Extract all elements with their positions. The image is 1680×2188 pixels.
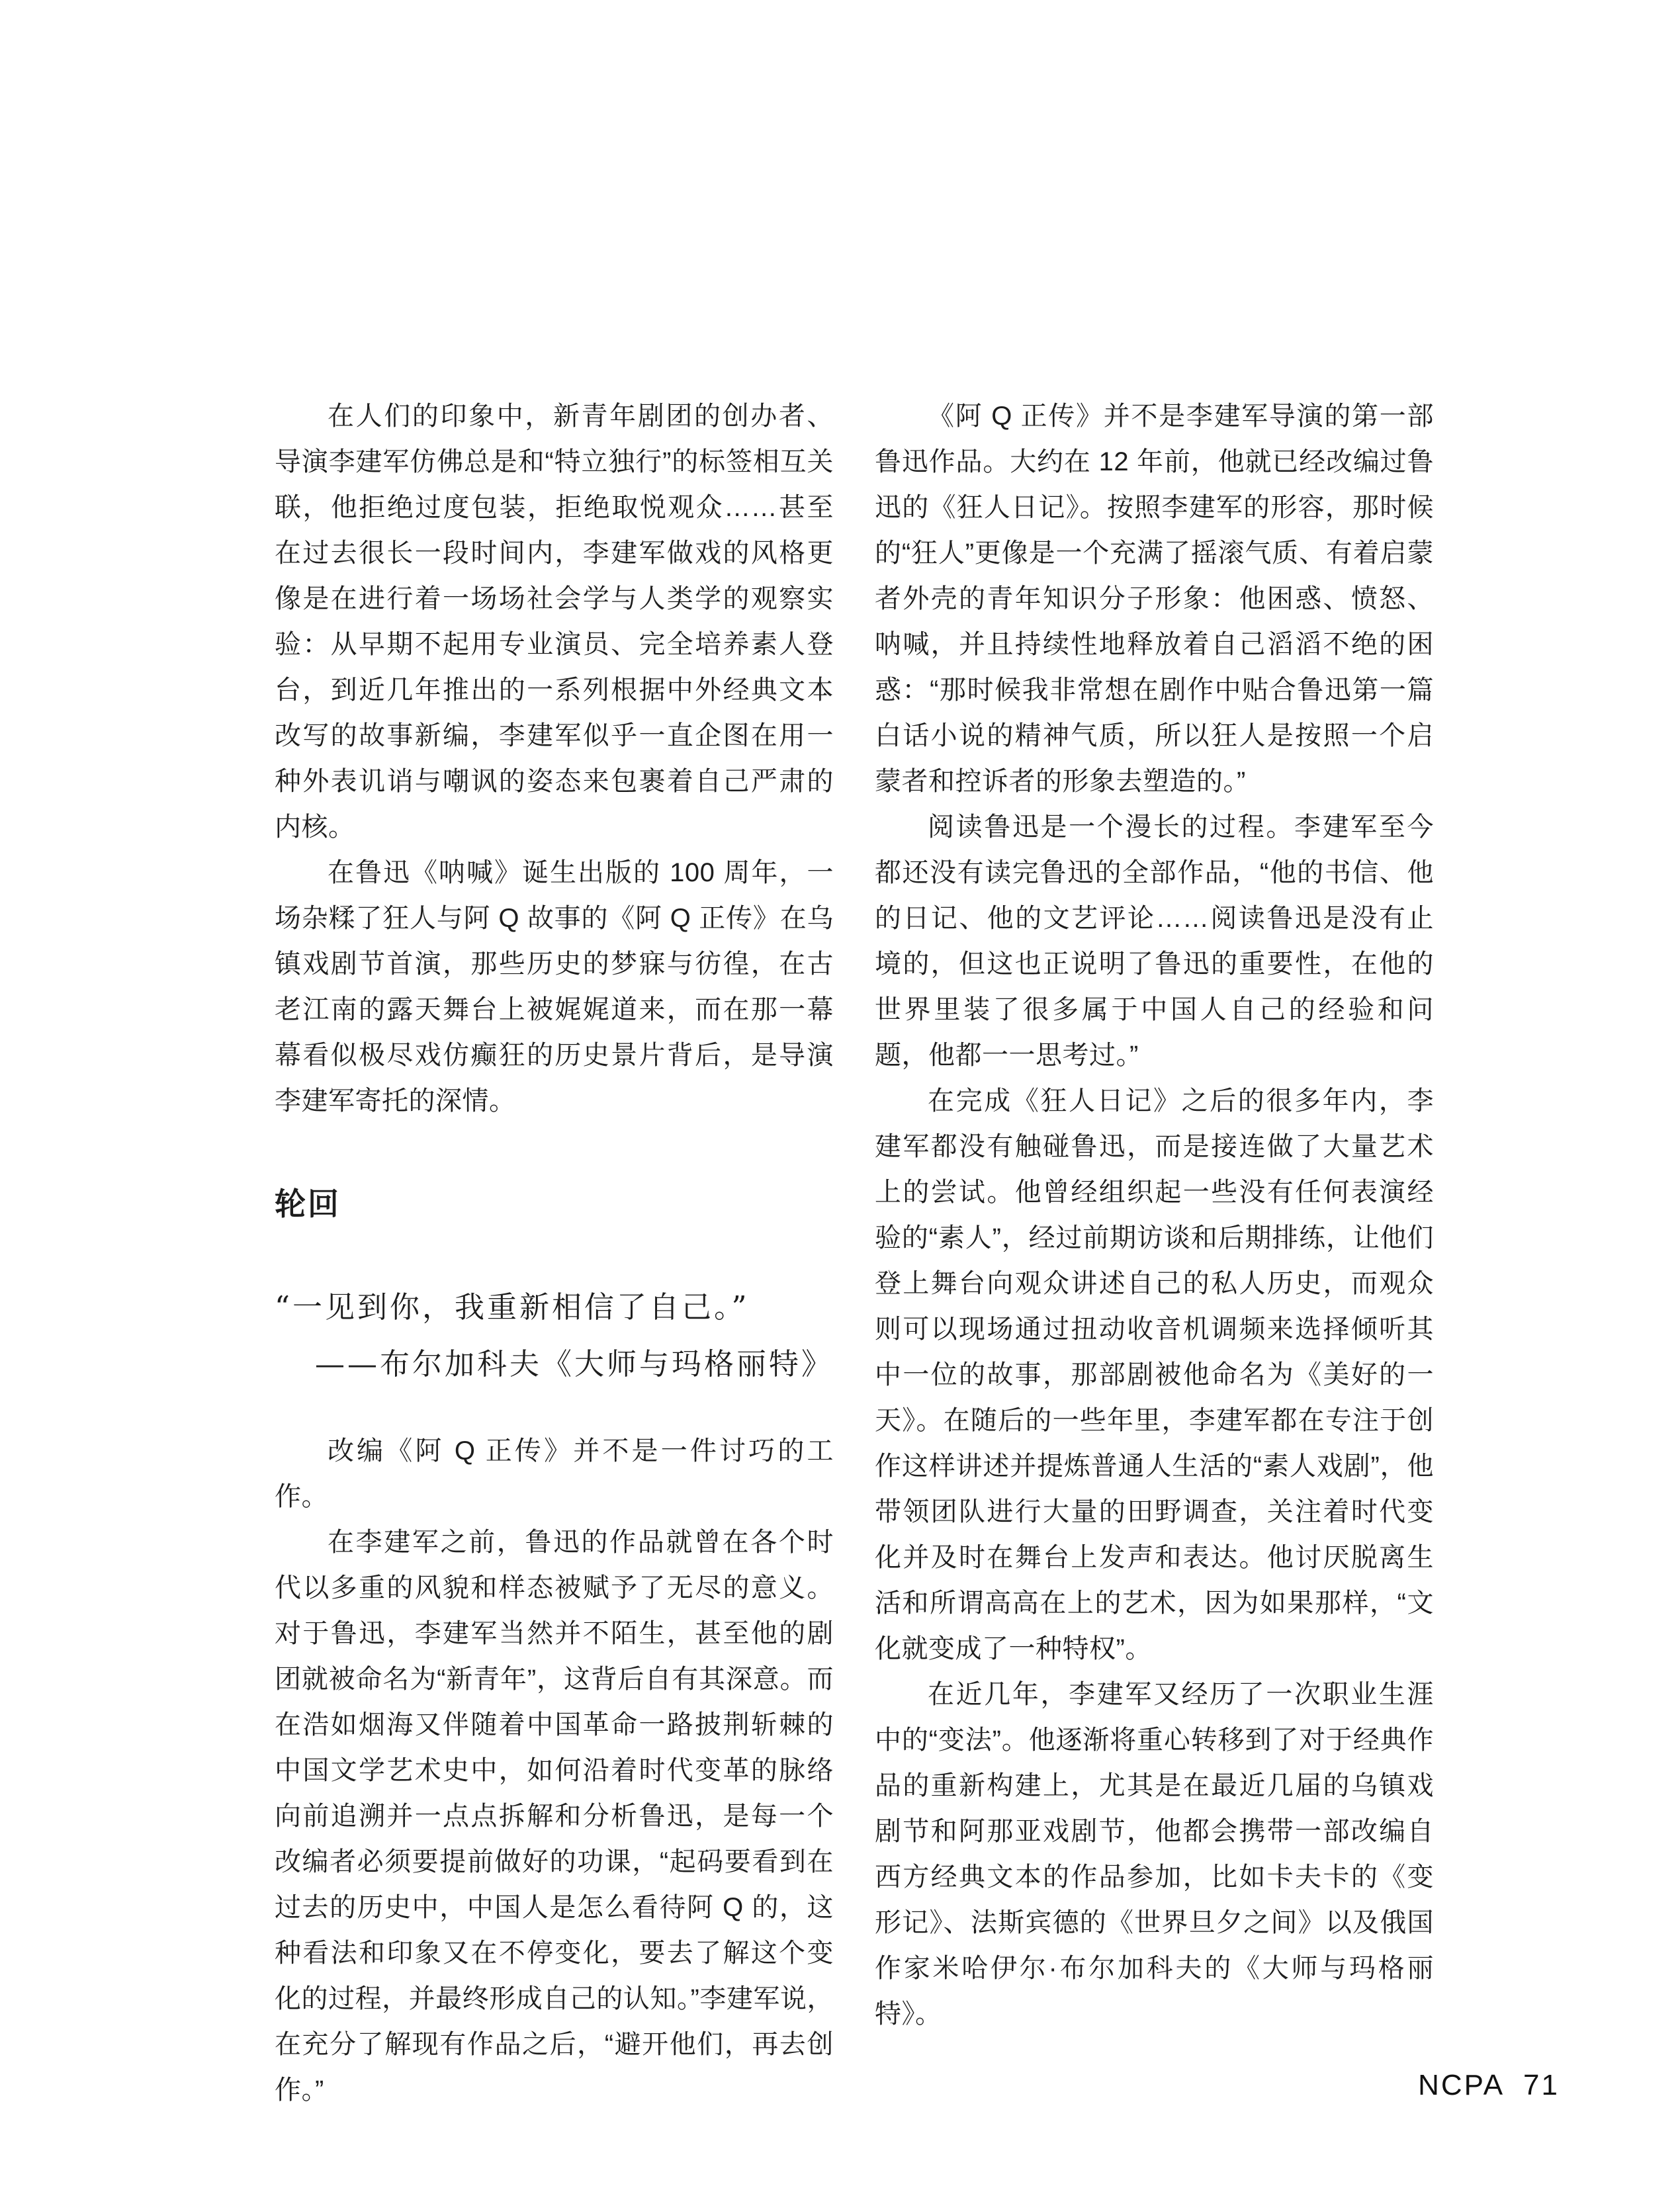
section-heading: 轮回 — [275, 1186, 341, 1221]
page-number: 71 — [1523, 2069, 1560, 2101]
paragraph: 在完成《狂人日记》之后的很多年内，李建军都没有触碰鲁迅，而是接连做了大量艺术上的尝试。他曾经组织起一些没有任何表演经验的“素人”，经过前期访谈和后期排练，让他们登上舞台向观众讲述自己的私人历史，而观众则可以现场通过扭动收音机调频来选择倾听其中一位的故事，那部剧被他命名为《美好的一天》。在随后的一些年里，李建军都在专注于创作这样讲述并提炼普通人生活的“素人戏剧”，他带领团队进行大量的田野调查，关注着时代变化并及时在舞台上发声和表达。他讨厌脱离生活和所谓高高在上的艺术，因为如果那样，“文化就变成了一种特权”。 — [875, 1086, 1434, 1663]
paragraph: 在人们的印象中，新青年剧团的创办者、导演李建军仿佛总是和“特立独行”的标签相互关联，他拒绝过度包装，拒绝取悦观众……甚至在过去很长一段时间内，李建军做戏的风格更像是在进行着一场场社会学与人类学的观察实验：从早期不起用专业演员、完全培养素人登台，到近几年推出的一系列根据中外经典文本改写的故事新编，李建军似乎一直企图在用一种外表讥诮与嘲讽的姿态来包裹着自己严肃的内核。 — [275, 402, 834, 842]
magazine-label: NCPA — [1418, 2069, 1505, 2101]
paragraph: 改编《阿 Q 正传》并不是一件讨巧的工作。 — [275, 1436, 834, 1511]
article-right-column — [875, 394, 1434, 2037]
article-left-column — [275, 394, 834, 2113]
paragraph: 在鲁迅《呐喊》诞生出版的 100 周年，一场杂糅了狂人与阿 Q 故事的《阿 Q 正传》在乌镇戏剧节首演，那些历史的梦寐与彷徨，在古老江南的露天舞台上被娓娓道来，而在那一幕幕看似极尽戏仿癫狂的历史景片背后，是导演李建军寄托的深情。 — [275, 858, 834, 1116]
page-footer — [1418, 2070, 1560, 2101]
paragraph: 阅读鲁迅是一个漫长的过程。李建军至今都还没有读完鲁迅的全部作品，“他的书信、他的日记、他的文艺评论……阅读鲁迅是没有止境的，但这也正说明了鲁迅的重要性，在他的世界里装了很多属于中国人自己的经验和问题，他都一一思考过。” — [875, 812, 1434, 1070]
epigraph-quote: “一见到你，我重新相信了自己。” — [275, 1290, 750, 1325]
paragraph: 在李建军之前，鲁迅的作品就曾在各个时代以多重的风貌和样态被赋予了无尽的意义。对于鲁迅，李建军当然并不陌生，甚至他的剧团就被命名为“新青年”，这背后自有其深意。而在浩如烟海又伴随着中国革命一路披荆斩棘的中国文学艺术史中，如何沿着时代变革的脉络向前追溯并一点点拆解和分析鲁迅，是每一个改编者必须要提前做好的功课，“起码要看到在过去的历史中，中国人是怎么看待阿 Q 的，这种看法和印象又在不停变化，要去了解这个变化的过程，并最终形成自己的认知。”李建军说，在充分了解现有作品之后，“避开他们，再去创作。” — [275, 1528, 834, 2105]
paragraph: 《阿 Q 正传》并不是李建军导演的第一部鲁迅作品。大约在 12 年前，他就已经改编过鲁迅的《狂人日记》。按照李建军的形容，那时候的“狂人”更像是一个充满了摇滚气质、有着启蒙者外壳的青年知识分子形象：他困惑、愤怒、呐喊，并且持续性地释放着自己滔滔不绝的困惑：“那时候我非常想在剧作中贴合鲁迅第一篇白话小说的精神气质，所以狂人是按照一个启蒙者和控诉者的形象去塑造的。” — [875, 402, 1434, 796]
epigraph-attribution: ——布尔加科夫《大师与玛格丽特》 — [314, 1346, 834, 1381]
paragraph: 在近几年，李建军又经历了一次职业生涯中的“变法”。他逐渐将重心转移到了对于经典作品的重新构建上，尤其是在最近几届的乌镇戏剧节和阿那亚戏剧节，他都会携带一部改编自西方经典文本的作品参加，比如卡夫卡的《变形记》、法斯宾德的《世界旦夕之间》以及俄国作家米哈伊尔·布尔加科夫的《大师与玛格丽特》。 — [875, 1680, 1434, 2029]
